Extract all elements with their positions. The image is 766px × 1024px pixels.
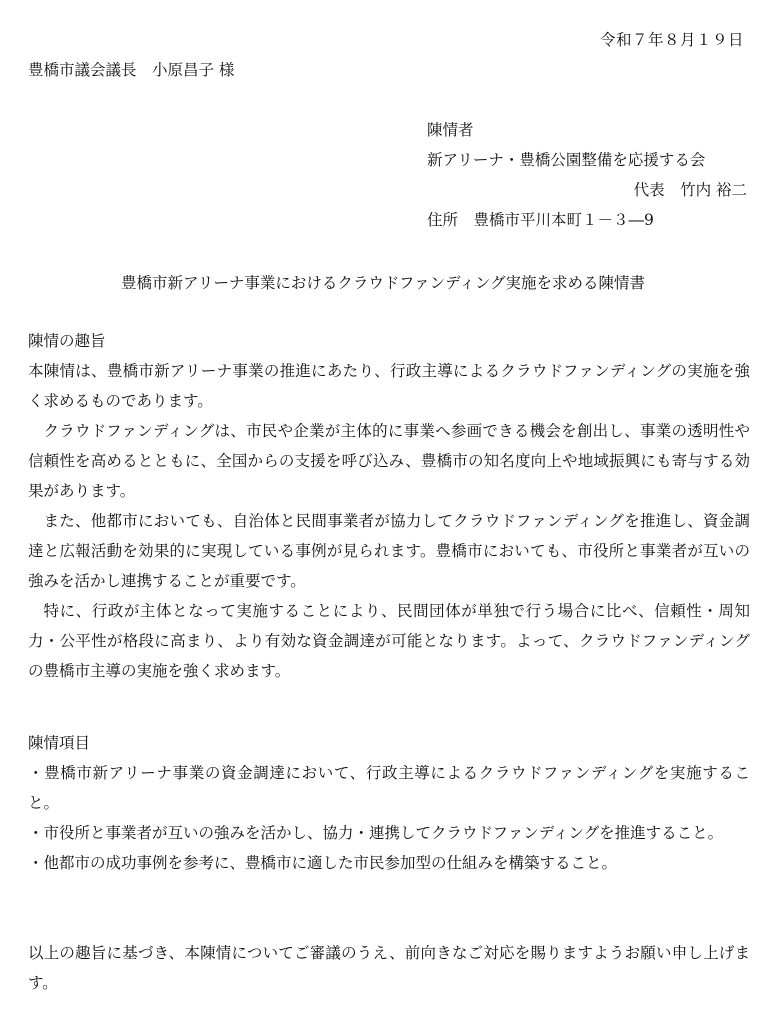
purpose-section	[28, 326, 750, 686]
petitioner-organization: 新アリーナ・豊橋公園整備を応援する会	[427, 151, 706, 169]
petitioner-address: 住所 豊橋市平川本町１－３―9	[427, 211, 654, 229]
document-title: 豊橋市新アリーナ事業におけるクラウドファンディング実施を求める陳情書	[120, 274, 646, 292]
purpose-paragraph: 特に、行政が主体となって実施することにより、民間団体が単独で行う場合に比べ、信頼性・周知力・公平性が格段に高まり、より有効な資金調達が可能となります。よって、クラウドファンディングの豊橋市主導の実施を強く求めます。	[28, 602, 750, 680]
petition-items-section	[28, 728, 750, 878]
document-date: 令和７年８月１９日	[599, 31, 744, 49]
addressee: 豊橋市議会議長 小原昌子 様	[28, 61, 235, 79]
items-heading: 陳情項目	[28, 734, 91, 752]
petition-item: ・他都市の成功事例を参考に、豊橋市に適した市民参加型の仕組みを構築すること。	[28, 854, 618, 872]
purpose-paragraph: 本陳情は、豊橋市新アリーナ事業の推進にあたり、行政主導によるクラウドファンディングの実施を強く求めるものであります。	[28, 362, 750, 410]
purpose-heading: 陳情の趣旨	[28, 332, 106, 350]
petition-item: ・市役所と事業者が互いの強みを活かし、協力・連携してクラウドファンディングを推進すること。	[28, 824, 724, 842]
petitioner-block	[427, 115, 747, 235]
purpose-paragraph: また、他都市においても、自治体と民間事業者が協力してクラウドファンディングを推進し、資金調達と広報活動を効果的に実現している事例が見られます。豊橋市においても、市役所と事業者が互いの強みを活かし連携することが重要です。	[28, 512, 750, 590]
closing-section	[28, 938, 750, 998]
petition-item: ・豊橋市新アリーナ事業の資金調達において、行政主導によるクラウドファンディングを実施すること。	[28, 764, 750, 812]
purpose-paragraph: クラウドファンディングは、市民や企業が主体的に事業へ参画できる機会を創出し、事業の透明性や信頼性を高めるとともに、全国からの支援を呼び込み、豊橋市の知名度向上や地域振興にも寄与する効果があります。	[28, 422, 750, 500]
closing-text: 以上の趣旨に基づき、本陳情についてご審議のうえ、前向きなご対応を賜りますようお願い申し上げます。	[28, 944, 750, 992]
petitioner-representative: 代表 竹内 裕二	[633, 181, 747, 199]
petitioner-label: 陳情者	[427, 121, 474, 139]
